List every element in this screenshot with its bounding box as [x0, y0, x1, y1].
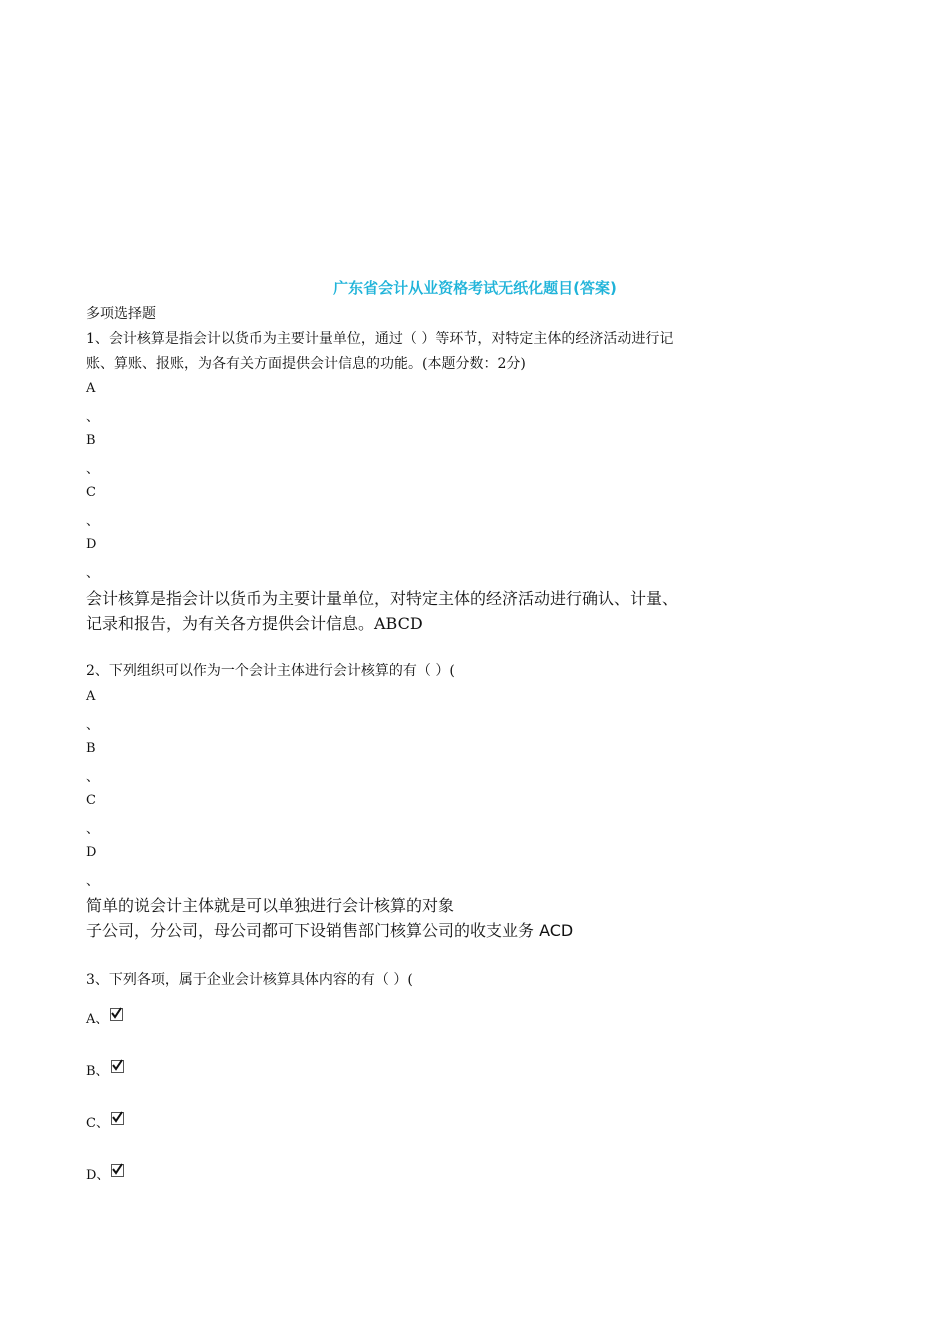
q1-option-b[interactable]: B — [86, 433, 96, 448]
checkmark-icon — [111, 1163, 124, 1176]
q1-option-b-separator: 、 — [86, 462, 100, 477]
q1-option-c-separator: 、 — [86, 514, 100, 529]
q2-option-d-separator: 、 — [86, 874, 100, 889]
q3-option-c-checkbox[interactable] — [111, 1112, 124, 1125]
q1-stem-line1: 1、会计核算是指会计以货币为主要计量单位，通过（ ）等环节，对特定主体的经济活动进行记 — [86, 331, 674, 347]
q1-option-d[interactable]: D — [86, 537, 97, 552]
q2-answer-line1: 简单的说会计主体就是可以单独进行会计核算的对象 — [86, 896, 455, 915]
q2-option-c[interactable]: C — [86, 793, 96, 808]
q1-option-a[interactable]: A — [86, 381, 96, 396]
q2-option-a[interactable]: A — [86, 689, 96, 704]
q1-option-d-separator: 、 — [86, 566, 100, 581]
q3-option-c[interactable] — [86, 1112, 124, 1131]
q3-option-a[interactable] — [86, 1008, 123, 1027]
checkmark-icon — [111, 1059, 124, 1072]
q3-option-b[interactable] — [86, 1060, 124, 1079]
q2-option-b-separator: 、 — [86, 770, 100, 785]
q1-answer-line2: 记录和报告，为有关各方提供会计信息。ABCD — [86, 614, 423, 633]
q2-option-d[interactable]: D — [86, 845, 97, 860]
q2-option-a-separator: 、 — [86, 718, 100, 733]
section-heading: 多项选择题 — [86, 306, 156, 322]
q3-option-b-checkbox[interactable] — [111, 1060, 124, 1073]
q3-option-d[interactable] — [86, 1164, 124, 1183]
q1-option-a-separator: 、 — [86, 410, 100, 425]
q2-option-b[interactable]: B — [86, 741, 96, 756]
q2-option-c-separator: 、 — [86, 822, 100, 837]
q2-answer-line2: 子公司，分公司，母公司都可下设销售部门核算公司的收支业务 ACD — [86, 921, 574, 940]
q1-answer-line1: 会计核算是指会计以货币为主要计量单位，对特定主体的经济活动进行确认、计量、 — [86, 589, 679, 608]
checkmark-icon — [110, 1007, 123, 1020]
q3-option-a-label: A、 — [86, 1012, 109, 1027]
q3-option-a-checkbox[interactable] — [110, 1008, 123, 1021]
q3-option-b-label: B、 — [86, 1064, 109, 1079]
checkmark-icon — [111, 1111, 124, 1124]
q1-option-c[interactable]: C — [86, 485, 96, 500]
q3-stem: 3、下列各项，属于企业会计核算具体内容的有（ ）( — [86, 972, 413, 988]
q2-stem: 2、下列组织可以作为一个会计主体进行会计核算的有（ ）( — [86, 663, 455, 679]
document-title: 广东省会计从业资格考试无纸化题目(答案) — [333, 279, 617, 297]
q1-stem-line2: 账、算账、报账，为各有关方面提供会计信息的功能。(本题分数：2分) — [86, 356, 526, 372]
q3-option-d-checkbox[interactable] — [111, 1164, 124, 1177]
q3-option-d-label: D、 — [86, 1168, 110, 1183]
q3-option-c-label: C、 — [86, 1116, 109, 1131]
